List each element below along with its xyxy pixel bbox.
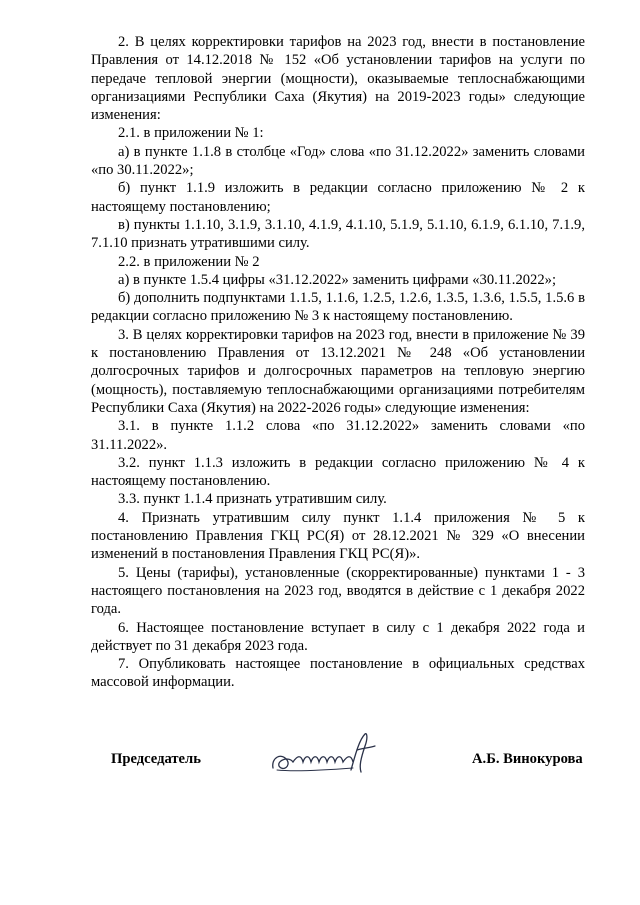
handwritten-signature-icon	[267, 730, 379, 778]
paragraph-2-1: 2.1. в приложении № 1:	[118, 125, 264, 142]
signatory-position: Председатель	[111, 751, 201, 767]
paragraph-2-1-a: а) в пункте 1.1.8 в столбце «Год» слова «по 31.12.2022» заменить словами «по 30.11.2022»;	[91, 143, 585, 179]
paragraph-5: 5. Цены (тарифы), установленные (скорректированные) пунктами 1 - 3 настоящего постановления на 2023 год, вводятся в действие с 1 декабря 2022 года.	[91, 564, 585, 618]
paragraph-2-2-b: б) дополнить подпунктами 1.1.5, 1.1.6, 1.2.5, 1.2.6, 1.3.5, 1.3.6, 1.5.5, 1.5.6 в редакции согласно приложению № 3 к настоящему постановлению.	[91, 290, 585, 325]
signatory-name: А.Б. Винокурова	[472, 751, 583, 767]
paragraph-2-1-v: в) пункты 1.1.10, 3.1.9, 3.1.10, 4.1.9, 4.1.10, 5.1.9, 5.1.10, 6.1.9, 6.1.10, 7.1.9, 7.1.10 признать утратившими силу.	[91, 216, 585, 252]
paragraph-2-1-b: б) пункт 1.1.9 изложить в редакции согласно приложению № 2 к настоящему постановлению;	[91, 180, 585, 215]
paragraph-2-2-a: а) в пункте 1.5.4 цифры «31.12.2022» заменить цифрами «30.11.2022»;	[118, 271, 556, 288]
document-body	[91, 33, 585, 692]
paragraph-3-3: 3.3. пункт 1.1.4 признать утратившим силу.	[118, 491, 387, 508]
paragraph-2: 2. В целях корректировки тарифов на 2023 год, внести в постановление Правления от 14.12.2018 № 152 «Об установлении тарифов на услуги по передаче тепловой энергии (мощности), оказываемые теплоснабжающими организациями Республики Саха (Якутия) на 2019-2023 годы» следующие изменения:	[91, 34, 585, 124]
paragraph-4: 4. Признать утратившим силу пункт 1.1.4 приложения № 5 к постановлению Правления ГКЦ РС(Я) от 28.12.2021 № 329 «О внесении изменений в постановления Правления ГКЦ РС(Я)».	[91, 509, 585, 563]
paragraph-7: 7. Опубликовать настоящее постановление в официальных средствах массовой информации.	[91, 656, 585, 691]
paragraph-3-1: 3.1. в пункте 1.1.2 слова «по 31.12.2022» заменить словами «по 31.11.2022».	[91, 418, 585, 453]
paragraph-3-2: 3.2. пункт 1.1.3 изложить в редакции согласно приложению № 4 к настоящему постановлению.	[91, 454, 585, 490]
paragraph-6: 6. Настоящее постановление вступает в силу с 1 декабря 2022 года и действует по 31 декабря 2023 года.	[91, 619, 585, 654]
paragraph-2-2: 2.2. в приложении № 2	[118, 253, 260, 270]
paragraph-3: 3. В целях корректировки тарифов на 2023 год, внести в приложение № 39 к постановлению Правления от 13.12.2021 № 248 «Об установлении долгосрочных тарифов и долгосрочных параметров на тепловую энергию (мощность), поставляемую теплоснабжающими организациями потребителям Республики Саха (Якутия) на 2022-2026 годы» следующие изменения:	[91, 326, 585, 416]
